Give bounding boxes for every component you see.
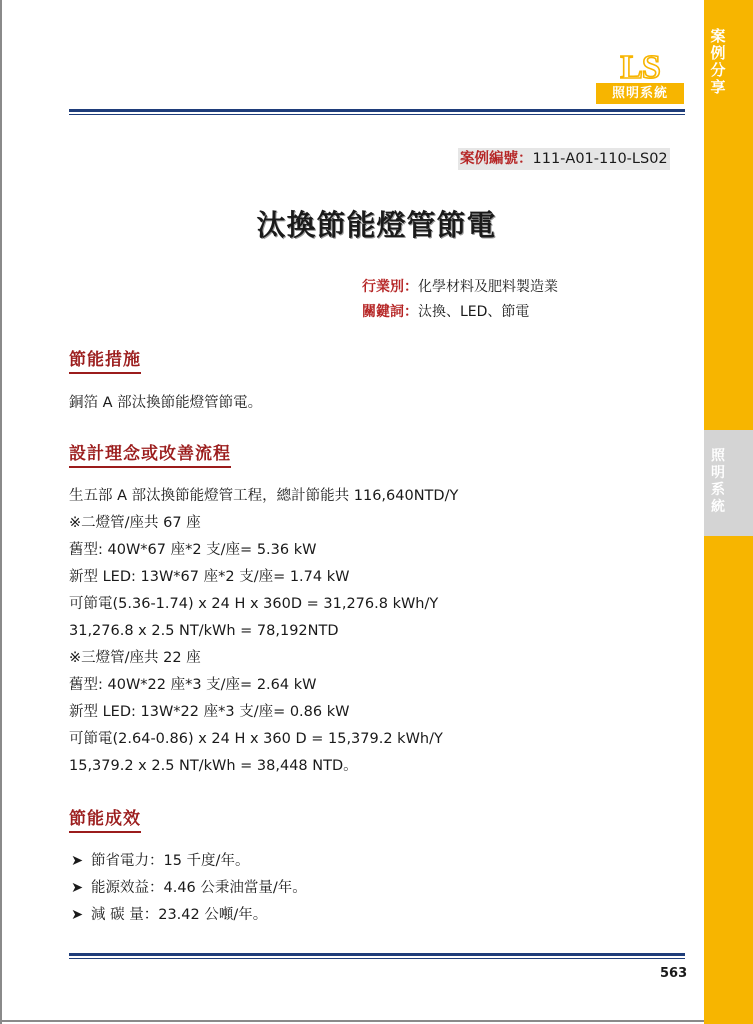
side-tab-case-share: 案 例 分 享: [710, 27, 726, 96]
design-line: 新型 LED: 13W*22 座*3 支/座= 0.86 kW: [69, 704, 350, 720]
section-heading-measures: 節能措施: [69, 349, 141, 374]
industry-line: [362, 277, 558, 297]
ls-logo: [596, 50, 684, 108]
design-line: ※二燈管/座共 67 座: [69, 515, 201, 531]
page-title: 汰換節能燈管節電: [256, 208, 497, 242]
result-item: [71, 851, 249, 871]
page-number: 563: [660, 966, 688, 981]
header-rule: [69, 109, 685, 112]
keywords-value: 汰換、LED、節電: [418, 304, 530, 320]
keywords-line: [362, 302, 529, 322]
page-border-bottom: [0, 1020, 704, 1022]
page-border: [0, 0, 2, 1024]
arrow-bullet-icon: ➤: [71, 853, 84, 869]
design-line: 生五部 A 部汰換節能燈管工程，總計節能共 116,640NTD/Y: [69, 488, 459, 504]
footer-rule-thin: [69, 958, 685, 959]
side-tab-lighting-label: 照 明 系 統: [711, 448, 725, 515]
case-number-value: 111-A01-110-LS02: [532, 151, 668, 167]
result-item: [71, 905, 267, 925]
design-line: 可節電(5.36-1.74) x 24 H x 360D = 31,276.8 kWh/Y: [69, 596, 439, 612]
design-line: 舊型: 40W*22 座*3 支/座= 2.64 kW: [69, 677, 317, 693]
case-number-label: 案例編號：: [460, 151, 533, 167]
design-line: ※三燈管/座共 22 座: [69, 650, 201, 666]
industry-label: 行業別：: [362, 279, 418, 295]
header-rule-thin: [69, 114, 685, 115]
result-text: 能源效益：4.46 公秉油當量/年。: [91, 880, 307, 896]
section-heading-design: 設計理念或改善流程: [69, 443, 231, 468]
measures-text: 銅箔 A 部汰換節能燈管節電。: [69, 395, 263, 411]
footer-rule: [69, 953, 685, 956]
section-heading-results: 節能成效: [69, 808, 141, 833]
case-number: [458, 148, 670, 170]
ls-logo-letters: [598, 50, 682, 82]
arrow-bullet-icon: ➤: [71, 880, 84, 896]
svg-text:LS: LS: [620, 50, 660, 82]
design-line: 舊型: 40W*67 座*2 支/座= 5.36 kW: [69, 542, 317, 558]
design-line: 15,379.2 x 2.5 NT/kWh = 38,448 NTD。: [69, 758, 358, 774]
logo-label: 照明系統: [596, 83, 684, 104]
design-line: 可節電(2.64-0.86) x 24 H x 360 D = 15,379.2 kWh/Y: [69, 731, 443, 747]
design-line: 31,276.8 x 2.5 NT/kWh = 78,192NTD: [69, 623, 339, 639]
result-text: 減 碳 量：23.42 公噸/年。: [91, 907, 268, 923]
arrow-bullet-icon: ➤: [71, 907, 84, 923]
design-line: 新型 LED: 13W*67 座*2 支/座= 1.74 kW: [69, 569, 350, 585]
result-text: 節省電力：15 千度/年。: [91, 853, 250, 869]
result-item: [71, 878, 307, 898]
industry-value: 化學材料及肥料製造業: [418, 279, 558, 295]
keywords-label: 關鍵詞：: [362, 304, 418, 320]
